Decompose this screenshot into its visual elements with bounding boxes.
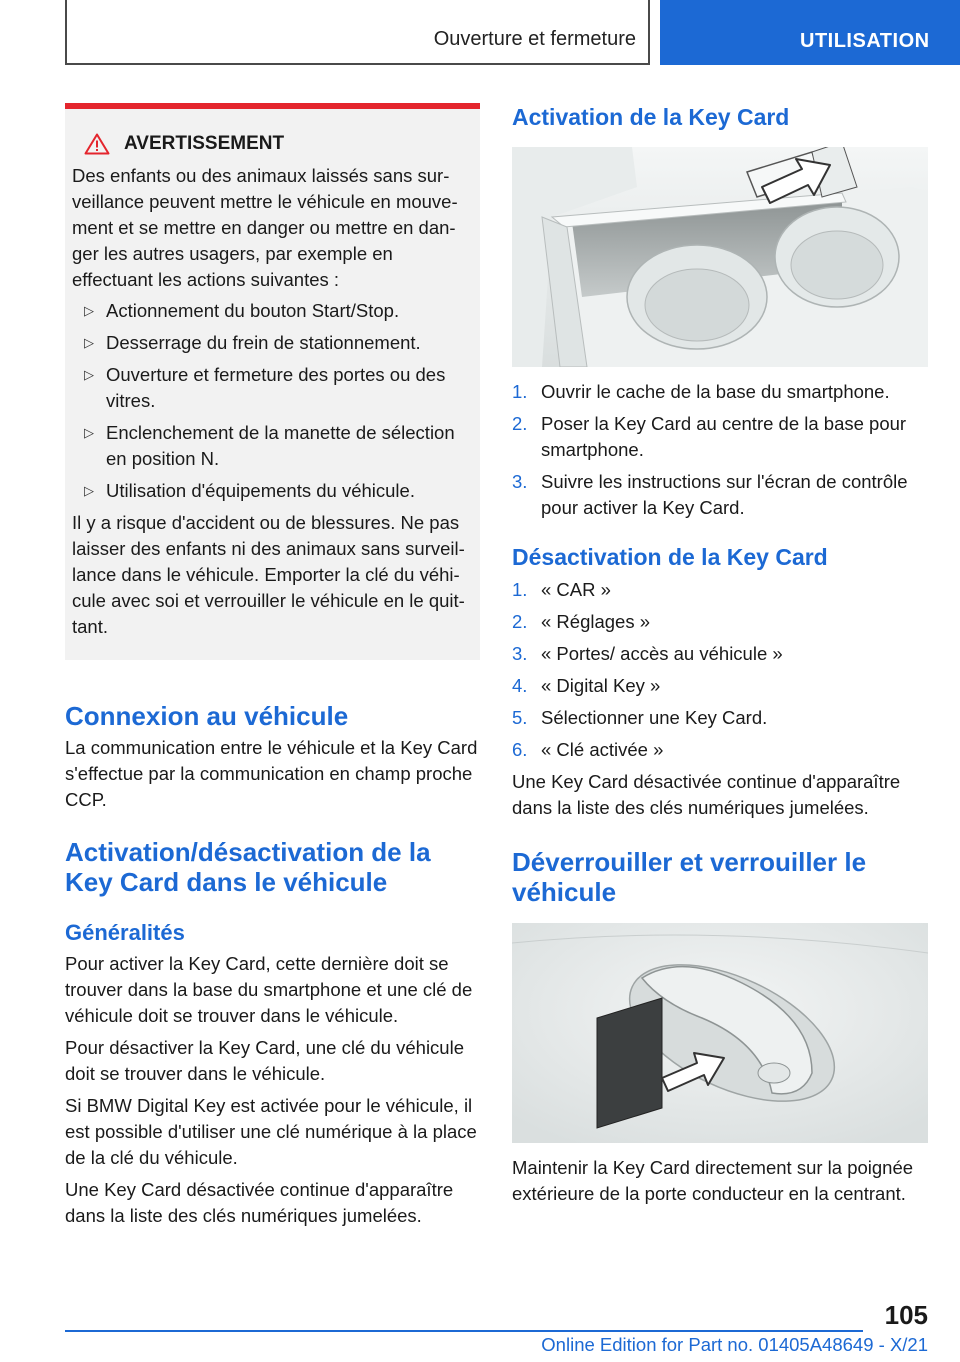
deverrouiller-text: Maintenir la Key Card directement sur la poignée extérieure de la porte conducteur en la centrant. [512,1157,914,1204]
header-section-title: Ouverture et fermeture [433,28,636,50]
footer-rule [65,1330,863,1332]
step-text: « Réglages » [541,611,651,632]
warning-intro: Des enfants ou des animaux laissés sans surveillance peuvent mettre le véhicule en mouvement et se mettre en danger ou mettre en danger les autres usagers, par exemple en effectuant les actions suivantes : [72,165,458,290]
triangle-bullet-icon: ▷ [84,425,94,440]
step-number: 3. [512,643,528,664]
list-item [512,609,928,635]
warning-title [72,133,472,155]
step-number: 2. [512,611,528,632]
triangle-bullet-icon: ▷ [84,367,94,382]
step-number: 6. [512,739,528,760]
list-item [72,420,472,472]
step-text: « Digital Key » [541,675,661,696]
header-bottom-rule [65,63,650,65]
desactivation-heading: Désactivation de la Key Card [512,544,828,570]
generalites-heading: Généralités [65,920,185,945]
step-text: Poser la Key Card au centre de la base pour smartphone. [541,413,907,460]
smartphone-tray-illustration [512,147,928,367]
step-text: « Clé activée » [541,739,664,760]
list-item [512,673,928,699]
step-text: Sélectionner une Key Card. [541,707,768,728]
list-item-text: Utilisation d'équipements du véhicule. [106,480,415,501]
generalites-paragraph: Si BMW Digital Key est activée pour le véhicule, il est possible d'utiliser une clé numérique à la place de la clé du véhicule. [65,1095,477,1168]
door-handle-illustration [512,923,928,1143]
activation-steps [512,379,928,521]
step-number: 5. [512,707,528,728]
step-text: Suivre les instructions sur l'écran de contrôle pour activer la Key Card. [541,471,908,518]
connexion-heading: Connexion au véhicule [65,701,349,731]
left-column [65,103,480,1229]
step-text: « Portes/ accès au véhicule » [541,643,783,664]
list-item [72,330,472,356]
list-item [512,737,928,763]
step-number: 3. [512,471,528,492]
activation-section-heading: Activation/désactivation de la Key Card dans le véhicule [65,837,431,897]
generalites-paragraph: Une Key Card désactivée continue d'apparaître dans la liste des clés numériques jumelées. [65,1179,454,1226]
warning-title-text: AVERTISSEMENT [124,133,285,154]
list-item [512,641,928,667]
activation-heading: Activation de la Key Card [512,104,790,130]
step-text: « CAR » [541,579,611,600]
step-number: 1. [512,381,528,402]
generalites-paragraph: Pour activer la Key Card, cette dernière doit se trouver dans la base du smartphone et une clé de véhicule doit se trouver dans le véhicule. [65,953,473,1026]
generalites-paragraph: Pour désactiver la Key Card, une clé du véhicule doit se trouver dans le véhicule. [65,1037,464,1084]
list-item [512,705,928,731]
right-column [512,100,928,1207]
list-item [72,362,472,414]
header-divider [648,0,650,65]
triangle-bullet-icon: ▷ [84,335,94,350]
desactivation-steps [512,577,928,763]
step-number: 4. [512,675,528,696]
footer-edition: Online Edition for Part no. 01405A48649 - X/21 [541,1334,928,1355]
list-item [512,577,928,603]
triangle-bullet-icon: ▷ [84,483,94,498]
list-item [72,298,472,324]
step-text: Ouvrir le cache de la base du smartphone. [541,381,890,402]
list-item [72,478,472,504]
header-chapter-tab[interactable]: UTILISATION [660,0,960,65]
door-handle-image [512,923,928,1143]
list-item-text: Desserrage du frein de stationnement. [106,332,421,353]
deverrouiller-heading: Déverrouiller et verrouiller le véhicule [512,847,867,907]
warning-list [72,298,472,504]
header-left-rule [65,0,67,65]
step-number: 2. [512,413,528,434]
list-item [512,379,928,405]
smartphone-tray-image [512,147,928,367]
page-number: 105 [884,1300,928,1330]
list-item [512,411,928,463]
warning-triangle-icon [84,133,110,155]
step-number: 1. [512,579,528,600]
list-item-text: Actionnement du bouton Start/Stop. [106,300,400,321]
list-item-text: Enclenchement de la manette de sélection en position N. [106,422,455,469]
connexion-text: La communication entre le véhicule et la Key Card s'effectue par la communication en champ proche CCP. [65,737,478,810]
triangle-bullet-icon: ▷ [84,303,94,318]
warning-outro: Il y a risque d'accident ou de blessures. Ne pas laisser des enfants ni des animaux sans surveillance dans le véhicule. Emporter la clé du véhicule avec soi et verrouiller le véhicule en le quittant. [72,512,465,637]
list-item-text: Ouverture et fermeture des portes ou des vitres. [106,364,446,411]
warning-box [65,103,480,660]
desactivation-note: Une Key Card désactivée continue d'apparaître dans la liste des clés numériques jumelées. [512,771,901,818]
list-item [512,469,928,521]
